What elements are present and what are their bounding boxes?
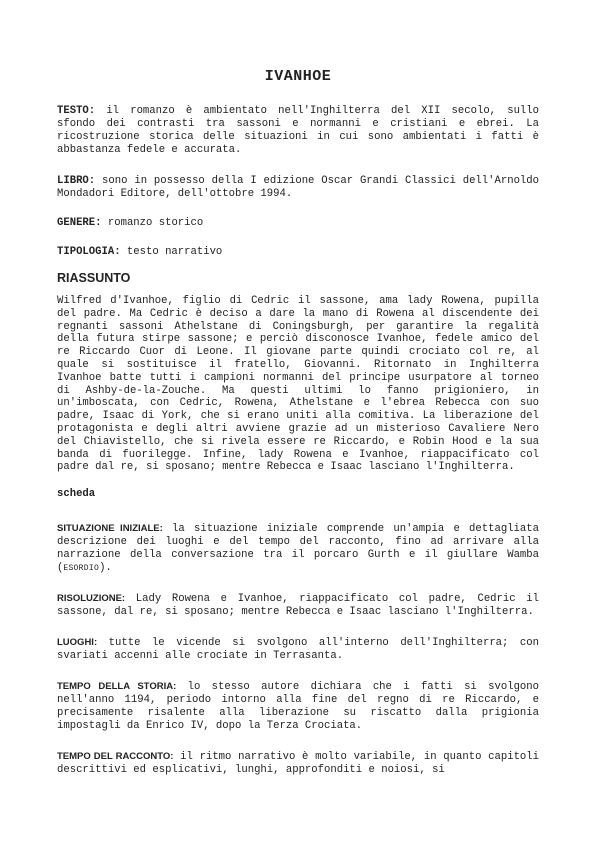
genere-label: GENERE: xyxy=(57,217,102,229)
luoghi-paragraph xyxy=(57,636,539,663)
situazione-text: la situazione iniziale comprende un'ampia e dettagliata descrizione dei luoghi e del tempo del racconto, fino ad arrivare alla narrazione della conversazione tra il porcaro Gurth e il giullare Wamba ( xyxy=(57,523,539,575)
tipologia-label: TIPOLOGIA: xyxy=(57,246,121,258)
risoluzione-text: Lady Rowena e Ivanhoe, riappacificato col padre, Cedric il sassone, dal re, si sposano; mentre Rebecca e Isaac lasciano l'Inghilterra. xyxy=(57,593,539,619)
document-title: IVANHOE xyxy=(264,68,332,85)
luoghi-label: LUOGHI: xyxy=(57,637,98,649)
riassunto-heading: RIASSUNTO xyxy=(57,271,131,285)
testo-text: il romanzo è ambientato nell'Inghilterra del XII secolo, sullo sfondo dei contrasti tra sassoni e normanni e cristiani e ebrei. La ricostruzione storica delle situazioni in cui sono ambientati i fatti è abbastanza fedele e accurata. xyxy=(57,105,539,156)
tipologia-text: testo narrativo xyxy=(120,246,223,258)
esordio-tag: ESORDIO xyxy=(63,564,100,574)
libro-text: sono in possesso della I edizione Oscar Grandi Classici dell'Arnoldo Mondadori Editore, dell'ottobre 1994. xyxy=(57,175,539,200)
risoluzione-label: RISOLUZIONE: xyxy=(57,593,126,605)
libro-label: LIBRO: xyxy=(57,175,96,187)
testo-label: TESTO: xyxy=(57,105,96,117)
tempo-racconto-paragraph xyxy=(57,750,539,777)
libro-paragraph xyxy=(57,175,539,201)
situazione-label: SITUAZIONE INIZIALE: xyxy=(57,523,163,535)
genere-paragraph xyxy=(57,217,539,230)
risoluzione-paragraph xyxy=(57,592,539,619)
tempo-storia-paragraph xyxy=(57,680,539,733)
testo-paragraph xyxy=(57,105,539,157)
genere-text: romanzo storico xyxy=(101,217,204,229)
tempo-storia-label: TEMPO DELLA STORIA: xyxy=(57,681,177,693)
situazione-tail: ). xyxy=(99,562,112,575)
luoghi-text: tutte le vicende si svolgono all'interno dell'Inghilterra; con svariati accenni alle crociate in Terrasanta. xyxy=(57,637,539,663)
scheda-heading xyxy=(57,488,539,501)
tempo-storia-text: lo stesso autore dichiara che i fatti si svolgono nell'anno 1194, periodo intorno alla fine del regno di re Riccardo, e precisamente risalente alla liberazione su riscatto dalla prigionia impostagli da Enrico IV, dopo la Terza Crociata. xyxy=(57,681,539,733)
tempo-racconto-label: TEMPO DEL RACCONTO: xyxy=(57,751,174,763)
document-page xyxy=(57,68,539,777)
tipologia-paragraph xyxy=(57,246,539,259)
tempo-racconto-text: il ritmo narrativo è molto variabile, in quanto capitoli descrittivi ed esplicativi, lunghi, approfonditi e noiosi, si xyxy=(57,751,539,777)
riassunto-paragraph: Wilfred d'Ivanhoe, figlio di Cedric il sassone, ama lady Rowena, pupilla del padre. Ma Cedric è deciso a dare la mano di Rowena al discendente dei regnanti sassoni Athelstane di Coningsburgh, per garantire la regalità della futura stirpe sassone; e perciò disconosce Ivanhoe, fedele amico del re Riccardo Cuor di Leone. Il giovane parte quindi crociato col re, al quale si sostituisce il fratello, Giovanni. Ritornato in Inghilterra Ivanhoe batte tutti i campioni normanni del principe usurpatore al torneo di Ashby-de-la-Zouche. Ma questi ultimi lo fanno prigioniero, in un'imboscata, con Cedric, Rowena, Athelstane e l'ebrea Rebecca con suo padre, Isaac di York, che si erano uniti alla comitiva. La liberazione del protagonista e degli altri avviene grazie ad un misterioso Cavaliere Nero del Chiavistello, che si rivela essere re Riccardo, e Robin Hood e la sua banda di fuorilegge. Infine, lady Rowena e Ivanhoe, riappacificato col padre dal re, si sposano; mentre Rebecca e Isaac lasciano l'Inghilterra. xyxy=(57,295,539,474)
situazione-paragraph xyxy=(57,522,539,575)
scheda-heading-label: scheda xyxy=(57,488,96,501)
